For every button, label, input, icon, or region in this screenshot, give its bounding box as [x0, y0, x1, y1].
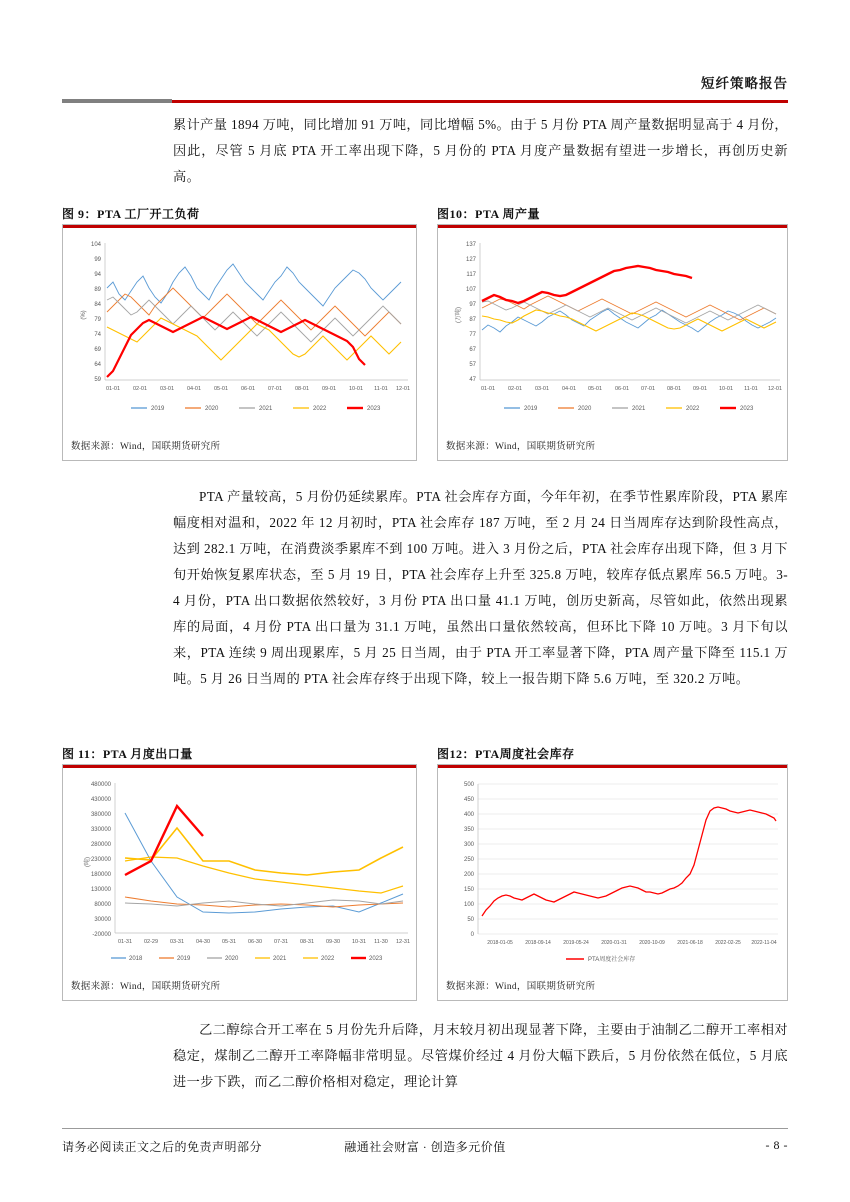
svg-text:2023: 2023: [740, 406, 754, 412]
svg-text:480000: 480000: [90, 782, 111, 788]
svg-text:06-30: 06-30: [247, 939, 263, 945]
svg-text:2019: 2019: [151, 406, 165, 412]
svg-text:57: 57: [469, 362, 476, 368]
svg-text:59: 59: [94, 377, 101, 383]
svg-text:450: 450: [463, 797, 474, 803]
svg-text:2020: 2020: [225, 956, 239, 962]
svg-text:2022: 2022: [313, 406, 327, 412]
figure-11-title: 图 11：PTA 月度出口量: [62, 747, 193, 761]
svg-text:0: 0: [470, 932, 474, 938]
header-rule-grey: [62, 99, 172, 103]
svg-text:06-01: 06-01: [614, 386, 630, 392]
svg-text:79: 79: [94, 317, 101, 323]
svg-text:250: 250: [463, 857, 474, 863]
svg-text:2022-02-25: 2022-02-25: [715, 940, 741, 946]
svg-text:2019: 2019: [177, 956, 191, 962]
svg-text:150: 150: [463, 887, 474, 893]
paragraph-2: [173, 484, 788, 692]
svg-text:84: 84: [94, 302, 101, 308]
svg-text:2018-01-05: 2018-01-05: [487, 940, 513, 946]
svg-text:11-30: 11-30: [374, 939, 388, 945]
svg-text:2021: 2021: [632, 406, 646, 412]
svg-text:117: 117: [466, 272, 476, 278]
svg-text:230000: 230000: [90, 857, 111, 863]
svg-text:2022: 2022: [321, 956, 335, 962]
svg-text:12-01: 12-01: [395, 386, 411, 392]
svg-text:04-01: 04-01: [186, 386, 202, 392]
figure-12-source: 数据来源：Wind，国联期货研究所: [446, 982, 596, 992]
svg-text:330000: 330000: [90, 827, 111, 833]
figure-12-topline: [438, 765, 787, 768]
svg-text:300: 300: [463, 842, 474, 848]
figure-11-source: 数据来源：Wind，国联期货研究所: [71, 982, 221, 992]
svg-text:130000: 130000: [90, 887, 111, 893]
figure-9-box: [62, 224, 417, 461]
svg-text:137: 137: [465, 242, 476, 248]
page-header: [62, 72, 788, 93]
figure-11-chart: [63, 770, 416, 975]
figure-10-chart: [438, 230, 787, 430]
paragraph-3: [173, 1017, 788, 1095]
svg-text:380000: 380000: [90, 812, 111, 818]
svg-text:02-29: 02-29: [143, 939, 159, 945]
svg-text:2022-11-04: 2022-11-04: [751, 940, 777, 946]
svg-text:2018: 2018: [129, 956, 143, 962]
svg-text:2020: 2020: [205, 406, 219, 412]
svg-text:(%): (%): [81, 310, 87, 320]
svg-text:430000: 430000: [90, 797, 111, 803]
svg-text:(万吨): (万吨): [456, 307, 462, 323]
svg-text:97: 97: [469, 302, 476, 308]
svg-text:04-30: 04-30: [195, 939, 211, 945]
svg-text:03-01: 03-01: [534, 386, 550, 392]
svg-text:07-01: 07-01: [640, 386, 656, 392]
svg-text:94: 94: [94, 272, 101, 278]
svg-text:69: 69: [94, 347, 101, 353]
svg-text:2020-10-09: 2020-10-09: [639, 940, 665, 946]
svg-text:08-31: 08-31: [299, 939, 315, 945]
svg-text:02-01: 02-01: [507, 386, 523, 392]
svg-text:03-01: 03-01: [159, 386, 175, 392]
svg-text:06-01: 06-01: [240, 386, 256, 392]
svg-text:74: 74: [94, 332, 101, 338]
svg-text:350: 350: [463, 827, 474, 833]
figure-9-chart: [63, 230, 416, 430]
svg-text:02-01: 02-01: [132, 386, 148, 392]
figure-9-title: 图 9：PTA 工厂开工负荷: [62, 207, 200, 221]
paragraph-2-text: PTA 产量较高，5 月份仍延续累库。PTA 社会库存方面，今年年初，在季节性累库阶段，PTA 累库幅度相对温和，2022 年 12 月初时，PTA 社会库存 187 万吨，至 2 月 24 日当周库存达到阶段性高点，达到 282.1 万吨，在消费淡季累库不到 100 万吨。进入 3 月份之后，PTA 社会库存出现下降，但 3 月下旬开始恢复累库状态，至 5 月 19 日，PTA 社会库存上升至 325.8 万吨，较库存低点累库 56.5 万吨。3-4 月份，PTA 出口数据依然较好，3 月份 PTA 出口量 41.1 万吨，创历史新高，尽管如此，依然出现累库的局面，4 月份 PTA 出口量为 31.1 万吨，虽然出口量依然较高，但环比下降 10 万吨。3 月下旬以来，PTA 连续 9 周出现累库，5 月 25 日当周，由于 PTA 开工率显著下降，PTA 周产量下降至 115.1 万吨。5 月 26 日当周的 PTA 社会库存终于出现下降，较上一报告期下降 5.6 万吨，至 320.2 万吨。: [173, 489, 788, 686]
svg-text:77: 77: [469, 332, 476, 338]
figure-12-box: [437, 764, 788, 1001]
svg-text:2018-09-14: 2018-09-14: [525, 940, 551, 946]
svg-text:30000: 30000: [94, 917, 111, 923]
svg-text:12-31: 12-31: [395, 939, 411, 945]
figure-11-box: [62, 764, 417, 1001]
svg-text:07-01: 07-01: [267, 386, 283, 392]
svg-text:PTA周度社会库存: PTA周度社会库存: [588, 957, 636, 963]
svg-text:280000: 280000: [90, 842, 111, 848]
svg-text:107: 107: [465, 287, 476, 293]
figure-10-title: 图10：PTA 周产量: [437, 207, 540, 221]
svg-text:09-30: 09-30: [325, 939, 341, 945]
svg-text:01-01: 01-01: [105, 386, 121, 392]
svg-text:64: 64: [94, 362, 101, 368]
figure-12-chart: [438, 770, 787, 975]
svg-text:99: 99: [94, 257, 101, 263]
svg-text:12-01: 12-01: [767, 386, 783, 392]
svg-text:(吨): (吨): [85, 857, 91, 867]
svg-text:10-31: 10-31: [351, 939, 367, 945]
svg-text:-20000: -20000: [92, 932, 111, 938]
footer-page-number: - 8 -: [765, 1138, 788, 1152]
svg-text:400: 400: [463, 812, 474, 818]
svg-text:07-31: 07-31: [273, 939, 289, 945]
svg-text:100: 100: [463, 902, 474, 908]
svg-text:01-31: 01-31: [117, 939, 133, 945]
paragraph-1: [173, 112, 788, 190]
paragraph-1-text: 累计产量 1894 万吨，同比增加 91 万吨，同比增幅 5%。由于 5 月份 PTA 周产量数据明显高于 4 月份，因此，尽管 5 月底 PTA 开工率出现下降，5 月份的 PTA 月度产量数据有望进一步增长，再创历史新高。: [173, 117, 788, 184]
svg-text:05-01: 05-01: [213, 386, 229, 392]
svg-text:2021: 2021: [273, 956, 287, 962]
footer-left: 请务必阅读正文之后的免责声明部分: [62, 1140, 263, 1154]
svg-text:2020-01-31: 2020-01-31: [601, 940, 627, 946]
svg-text:67: 67: [469, 347, 476, 353]
figure-10-topline: [438, 225, 787, 228]
header-title: 短纤策略报告: [701, 76, 788, 91]
figure-10-source: 数据来源：Wind，国联期货研究所: [446, 442, 596, 452]
svg-text:200: 200: [463, 872, 474, 878]
svg-text:08-01: 08-01: [666, 386, 682, 392]
svg-text:09-01: 09-01: [692, 386, 708, 392]
svg-text:2023: 2023: [369, 956, 383, 962]
svg-text:104: 104: [90, 242, 101, 248]
svg-text:2020: 2020: [578, 406, 592, 412]
figure-9-source: 数据来源：Wind，国联期货研究所: [71, 442, 221, 452]
svg-text:09-01: 09-01: [321, 386, 337, 392]
svg-text:03-31: 03-31: [169, 939, 185, 945]
svg-text:47: 47: [469, 377, 476, 383]
svg-text:2021: 2021: [259, 406, 273, 412]
svg-text:11-01: 11-01: [374, 386, 388, 392]
svg-text:08-01: 08-01: [294, 386, 310, 392]
svg-text:2022: 2022: [686, 406, 700, 412]
svg-text:2023: 2023: [367, 406, 381, 412]
svg-text:50: 50: [467, 917, 474, 923]
figure-12-title: 图12：PTA周度社会库存: [437, 747, 575, 761]
figure-9-topline: [63, 225, 416, 228]
paragraph-3-text: 乙二醇综合开工率在 5 月份先升后降，月末较月初出现显著下降，主要由于油制乙二醇开工率相对稳定，煤制乙二醇开工率降幅非常明显。尽管煤价经过 4 月份大幅下跌后，5 月份依然在低位，5 月底进一步下跌，而乙二醇价格相对稳定，理论计算: [173, 1022, 788, 1089]
svg-text:2019-05-24: 2019-05-24: [563, 940, 589, 946]
svg-text:500: 500: [463, 782, 474, 788]
svg-text:04-01: 04-01: [561, 386, 577, 392]
svg-text:05-31: 05-31: [221, 939, 237, 945]
svg-text:80000: 80000: [94, 902, 111, 908]
figure-10-box: [437, 224, 788, 461]
svg-text:01-01: 01-01: [480, 386, 496, 392]
svg-text:10-01: 10-01: [718, 386, 734, 392]
svg-text:11-01: 11-01: [744, 386, 758, 392]
svg-text:2019: 2019: [524, 406, 538, 412]
svg-text:89: 89: [94, 287, 101, 293]
footer-center: 融通社会财富 · 创造多元价值: [344, 1140, 506, 1154]
svg-text:127: 127: [465, 257, 476, 263]
svg-text:87: 87: [469, 317, 476, 323]
figure-11-topline: [63, 765, 416, 768]
svg-text:05-01: 05-01: [587, 386, 603, 392]
footer-rule: [62, 1128, 788, 1129]
svg-text:10-01: 10-01: [348, 386, 364, 392]
svg-text:180000: 180000: [90, 872, 111, 878]
svg-text:2021-06-18: 2021-06-18: [677, 940, 703, 946]
